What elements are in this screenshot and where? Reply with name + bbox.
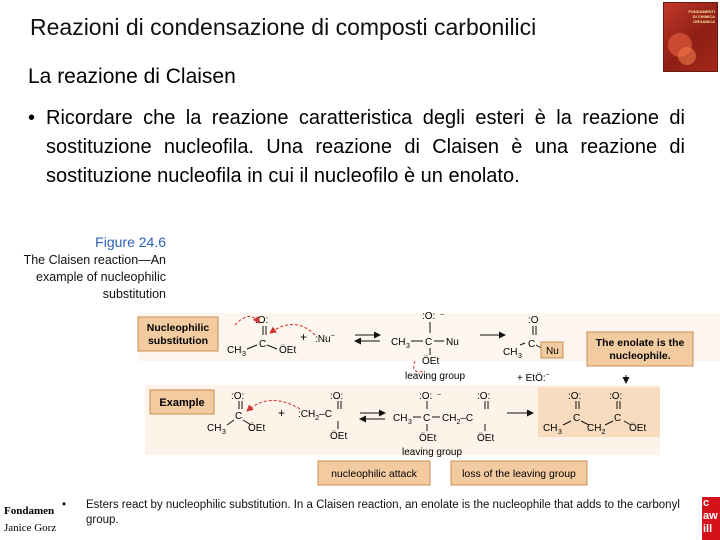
figure-number: Figure 24.6	[95, 234, 166, 250]
nucleophilic-label-1: Nucleophilic	[146, 322, 210, 334]
svg-text:C: C	[425, 337, 433, 348]
svg-text:ÖEt: ÖEt	[330, 431, 348, 442]
svg-text:CH: CH	[393, 413, 408, 424]
svg-text:3: 3	[242, 351, 246, 358]
svg-text:+: +	[278, 406, 286, 420]
loss-leaving-group-label: loss of the leaving group	[462, 468, 576, 480]
claisen-mechanism-diagram	[135, 305, 720, 495]
svg-text::O:: :O:	[422, 311, 436, 322]
svg-text:3: 3	[406, 343, 410, 350]
svg-text:CH: CH	[391, 337, 406, 348]
bullet-point	[28, 104, 685, 191]
svg-text::O:: :O:	[609, 391, 623, 402]
svg-text:3: 3	[558, 429, 562, 436]
svg-text:ÖEt: ÖEt	[419, 433, 437, 444]
svg-text::CH2–C: $:CH_2-C$	[298, 409, 332, 422]
nucleophile-symbol: :Nu−	[315, 333, 335, 345]
book-cover-text: FONDAMENTI DI CHIMICA ORGANICA	[688, 9, 715, 24]
enolate-note-2: nucleophile.	[609, 350, 671, 362]
publisher-logo: c aw ill	[702, 497, 720, 540]
nu-product-label: Nu	[546, 346, 559, 357]
slide-subtitle: La reazione di Claisen	[28, 65, 236, 88]
figure-description: The Claisen reaction—An example of nucleophilic substitution	[23, 253, 166, 301]
svg-text:Nu: Nu	[446, 337, 459, 348]
svg-text:ÖEt: ÖEt	[477, 433, 495, 444]
svg-text:CH2: $CH_2$	[587, 423, 606, 436]
svg-text:C: C	[528, 339, 536, 350]
example-label: Example	[159, 397, 205, 409]
svg-text:ÖEt: ÖEt	[422, 356, 440, 367]
figure-caption	[0, 232, 166, 303]
svg-text:CH: CH	[207, 423, 222, 434]
leaving-group-label-2: leaving group	[401, 447, 463, 458]
svg-text:3: 3	[408, 419, 412, 426]
svg-text::O:: :O:	[330, 391, 344, 402]
note-bullet-icon: •	[62, 499, 67, 511]
svg-text::O:: :O:	[419, 391, 433, 402]
svg-text:CH2–C: $CH_2-C$	[442, 413, 474, 426]
svg-text:3: 3	[518, 353, 522, 360]
svg-text:−: −	[440, 312, 445, 319]
svg-text::O:: :O:	[477, 391, 491, 402]
svg-text:ÖEt: ÖEt	[248, 423, 266, 434]
product-molecule-2	[538, 387, 660, 437]
svg-text:C: C	[259, 339, 267, 350]
nucleophilic-label-2: substitution	[147, 335, 209, 347]
svg-text::O:: :O:	[568, 391, 582, 402]
svg-text:C: C	[614, 413, 622, 424]
svg-text:ÖEt: ÖEt	[629, 423, 647, 434]
figure-note	[58, 498, 698, 528]
enolate-note-1: The enolate is the	[595, 337, 685, 349]
bullet-icon: •	[28, 107, 36, 129]
svg-text:ÖEt: ÖEt	[279, 345, 297, 356]
svg-text:3: 3	[222, 429, 226, 436]
svg-text:+: +	[300, 330, 308, 344]
slide-title: Reazioni di condensazione di composti carbonilici	[30, 14, 537, 40]
svg-text:C: C	[573, 413, 581, 424]
note-text: Esters react by nucleophilic substitution. In a Claisen reaction, an enolate is the nucleophile that adds to the carbonyl group.	[86, 499, 680, 526]
footer-author: Janice Gorz	[4, 522, 57, 534]
nucleophilic-attack-label: nucleophilic attack	[331, 468, 417, 480]
svg-text::O: :O	[528, 315, 539, 326]
leaving-group-label-1: leaving group	[404, 371, 466, 382]
ethoxide-byproduct: + EtÖ:−	[517, 372, 550, 384]
footer-book-title: Fondamen	[4, 505, 55, 517]
svg-text:C: C	[423, 413, 431, 424]
bullet-text: Ricordare che la reazione caratteristica degli esteri è la reazione di sostituzione nucleofila. Una reazione di Claisen è una reazione di sostituzione nucleofila in cui il nucleofilo è un enolato.	[46, 107, 685, 187]
svg-text:C: C	[235, 411, 243, 422]
book-cover-image	[663, 2, 718, 72]
svg-text:CH: CH	[503, 347, 518, 358]
svg-text::O:: :O:	[231, 391, 245, 402]
svg-text:CH: CH	[227, 345, 242, 356]
svg-text:CH: CH	[543, 423, 558, 434]
svg-text:−: −	[437, 392, 442, 399]
svg-text::O:: :O:	[255, 315, 269, 326]
